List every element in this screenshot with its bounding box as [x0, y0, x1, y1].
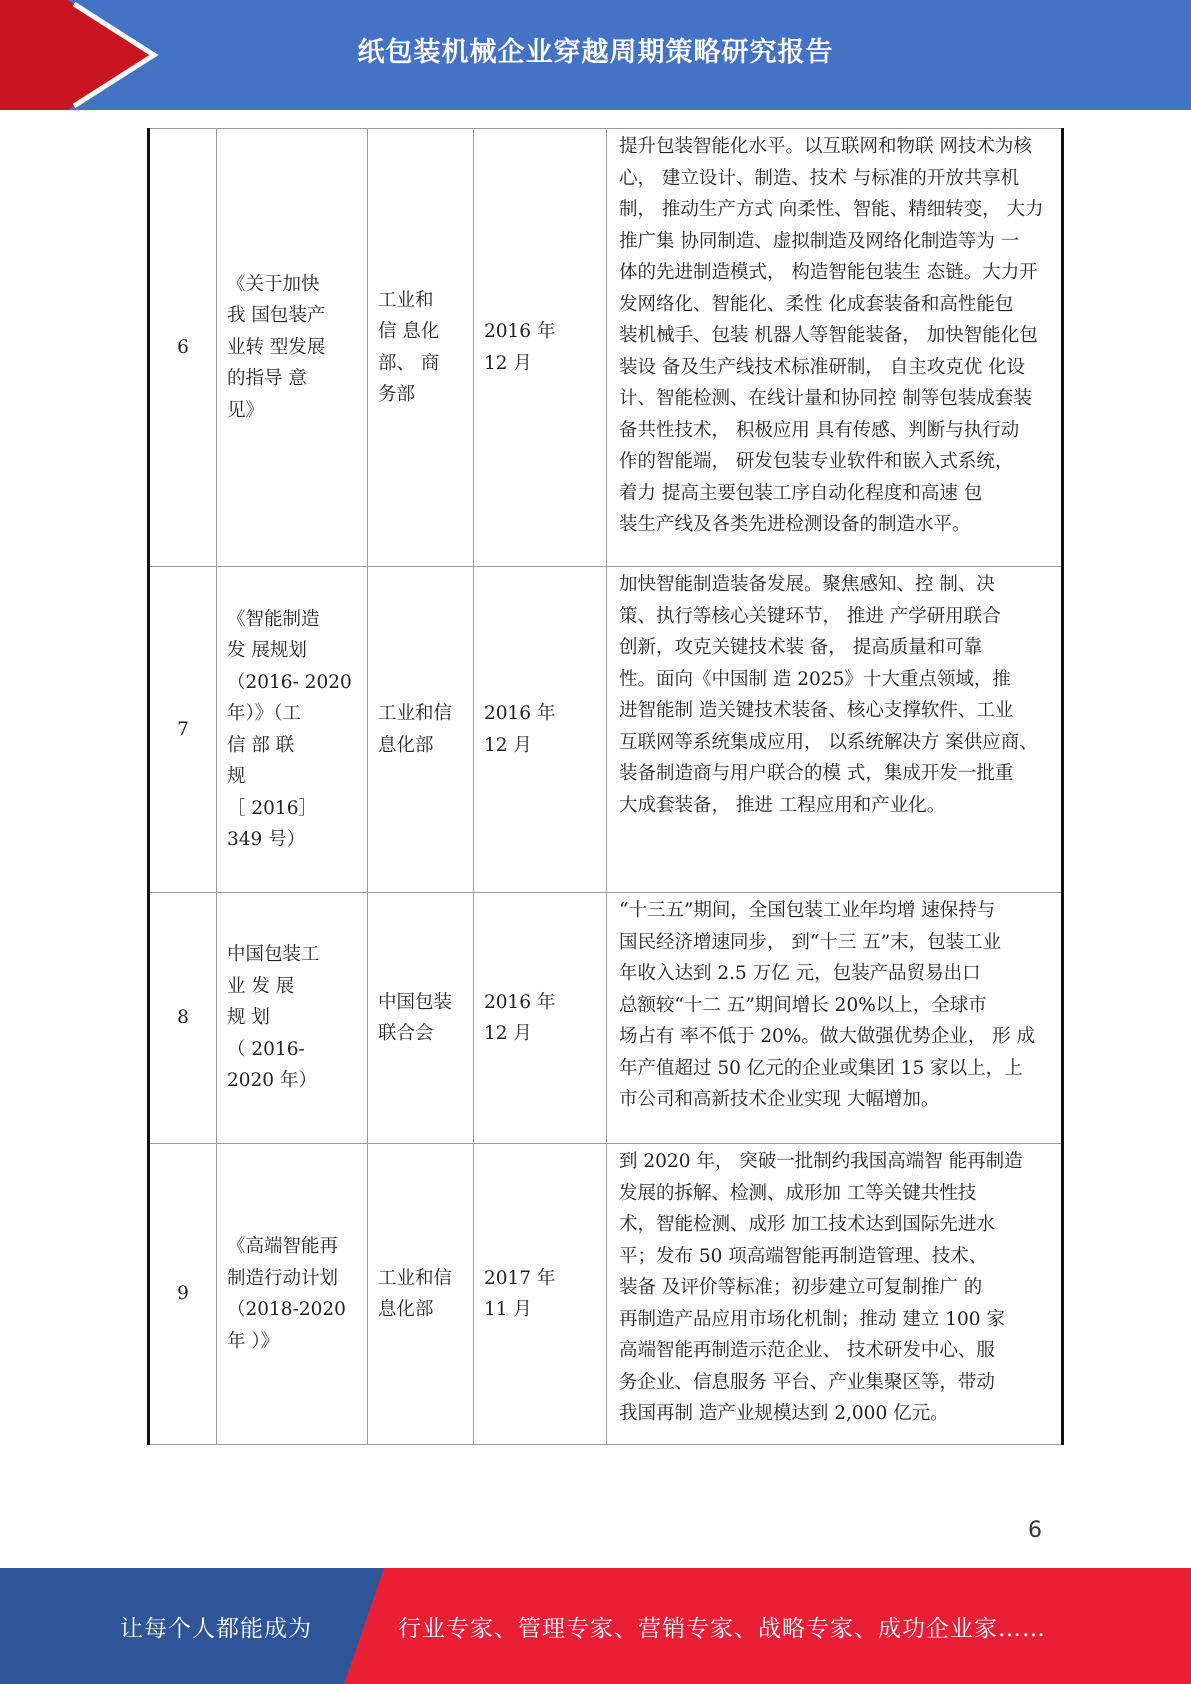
page-number: 6: [1028, 1518, 1042, 1543]
issue-date: 2016 年 12 月: [474, 893, 607, 1144]
table-row: [149, 129, 1063, 567]
policy-table: [147, 128, 1064, 1445]
issuing-department: 工业和信 息化部: [368, 1144, 474, 1445]
row-number: 7: [149, 567, 217, 893]
table-row: [149, 1144, 1063, 1445]
footer-slogan-right: 行业专家、管理专家、营销专家、战略专家、成功企业家……: [398, 1616, 1046, 1642]
policy-content: 提升包装智能化水平。以互联网和物联 网技术为核 心， 建立设计、制造、技术 与标准的开放共享机 制， 推动生产方式 向柔性、智能、精细转变， 大力 推广集 协同制造、虚拟制造及网络化制造等为 一 体的先进制造模式， 构造智能包装生 态链。大力开 发网络化、智能化、柔性 化成套装备和高性能包 装机械手、包装 机器人等智能装备， 加快智能化包 装设 备及生产线技术标准研制， 自主攻克优 化设 计、智能检测、在线计量和协同控 制等包装成套装 备共性技术， 积极应用 具有传感、判断与执行动 作的智能端， 研发包装专业软件和嵌入式系统， 着力 提高主要包装工序自动化程度和高速 包 装生产线及各类先进检测设备的制造水平。: [607, 129, 1063, 567]
table-row: [149, 567, 1063, 893]
issue-date: 2016 年 12 月: [474, 129, 607, 567]
policy-content: “十三五”期间，全国包装工业年均增 速保持与 国民经济增速同步， 到“十三 五”末，包装工业 年收入达到 2.5 万亿 元，包装产品贸易出口 总额较“十二 五”期间增长 20%以上，全球市 场占有 率不低于 20%。做大做强优势企业， 形 成 年产值超过 50 亿元的企业或集团 15 家以上，上 市公司和高新技术企业实现 大幅增加。: [607, 893, 1063, 1144]
issuing-department: 工业和 信 息化 部、 商 务部: [368, 129, 474, 567]
document-title: 纸包装机械企业穿越周期策略研究报告: [357, 37, 834, 68]
policy-name: 中国包装工 业 发 展 规 划 （ 2016- 2020 年）: [217, 893, 368, 1144]
policy-name: 《关于加快 我 国包装产 业转 型发展 的指导 意 见》: [217, 129, 368, 567]
policy-content: 加快智能制造装备发展。聚焦感知、控 制、决 策、执行等核心关键环节， 推进 产学研用联合 创新，攻克关键技术装 备， 提高质量和可靠 性。面向《中国制 造 2025》十大重点领域，推 进智能制 造关键技术装备、核心支撑软件、工业 互联网等系统集成应用， 以系统解决方 案供应商、 装备制造商与用户联合的模 式，集成开发一批重 大成套装备， 推进 工程应用和产业化。: [607, 567, 1063, 893]
policy-name: 《高端智能再 制造行动计划 （2018-2020 年 ）》: [217, 1144, 368, 1445]
row-number: 9: [149, 1144, 217, 1445]
table-row: [149, 893, 1063, 1144]
policy-name: 《智能制造 发 展规划 （2016- 2020 年）》（工 信 部 联 规 ［ 2016］ 349 号）: [217, 567, 368, 893]
issue-date: 2017 年 11 月: [474, 1144, 607, 1445]
issuing-department: 工业和信 息化部: [368, 567, 474, 893]
issuing-department: 中国包装 联合会: [368, 893, 474, 1144]
page-header: [0, 0, 1191, 110]
issue-date: 2016 年 12 月: [474, 567, 607, 893]
page-footer: [0, 1568, 1191, 1684]
footer-slogan-left: 让每个人都能成为: [120, 1616, 312, 1642]
row-number: 6: [149, 129, 217, 567]
policy-content: 到 2020 年， 突破一批制约我国高端智 能再制造 发展的拆解、检测、成形加 工等关键共性技 术，智能检测、成形 加工技术达到国际先进水 平；发布 50 项高端智能再制造管理、技术、 装备 及评价等标准；初步建立可复制推广 的 再制造产品应用市场化机制；推动 建立 100 家 高端智能再制造示范企业、 技术研发中心、服 务企业、信息服务 平台、产业集聚区等，带动 我国再制 造产业规模达到 2,000 亿元。: [607, 1144, 1063, 1445]
row-number: 8: [149, 893, 217, 1144]
